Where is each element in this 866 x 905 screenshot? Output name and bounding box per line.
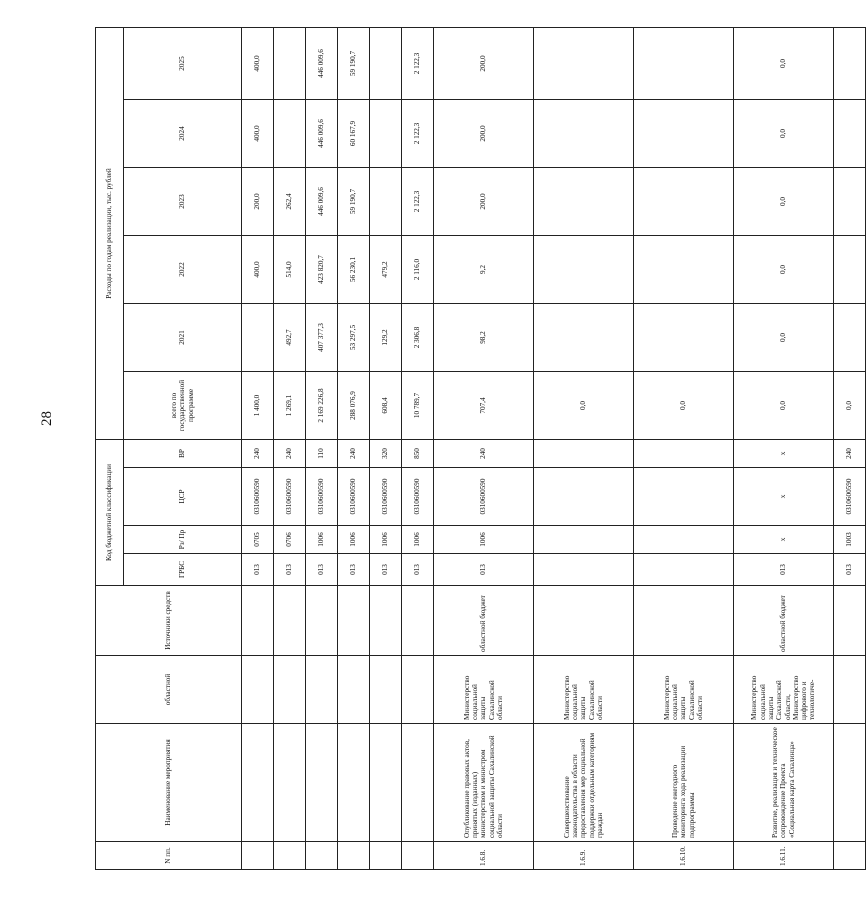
row-rzpr	[634, 526, 734, 554]
table-row	[634, 28, 734, 870]
row-rzpr: 1003	[834, 526, 866, 554]
table-row	[534, 28, 634, 870]
row-name	[274, 724, 306, 842]
row-2023: 59 190,7	[338, 168, 370, 236]
row-name: Совершенствование законодательства в области предоставления мер социальной поддержки отдельным категориям граждан	[534, 724, 634, 842]
row-grbs: 013	[338, 554, 370, 586]
row-name: Опубликование правовых актов, принятых (изданных) министерством и министром социальной защиты Сахалинской области	[434, 724, 534, 842]
row-rzpr: 1006	[434, 526, 534, 554]
row-2022: 514,0	[274, 236, 306, 304]
row-num	[242, 842, 274, 870]
row-grbs: 013	[434, 554, 534, 586]
row-vr	[534, 440, 634, 468]
row-executor	[402, 656, 434, 724]
header-executor: областной	[96, 656, 242, 724]
page-number: 28	[39, 411, 55, 426]
row-2021	[834, 304, 866, 372]
row-executor: Министерство социальной защиты Сахалинской области	[534, 656, 634, 724]
table-row	[370, 28, 402, 870]
row-executor: Министерство социальной защиты Сахалинской области, Министерство цифрового и технологиче-	[734, 656, 834, 724]
row-csr: 0310600590	[338, 468, 370, 526]
row-2021	[242, 304, 274, 372]
row-rzpr: 0706	[274, 526, 306, 554]
row-num	[274, 842, 306, 870]
row-2025: 446 009,6	[306, 28, 338, 100]
row-2021	[634, 304, 734, 372]
row-source	[634, 586, 734, 656]
header-num: N пп.	[96, 842, 242, 870]
table-row	[402, 28, 434, 870]
header-source: Источники средств	[96, 586, 242, 656]
row-executor	[834, 656, 866, 724]
row-total: 0,0	[734, 372, 834, 440]
row-2023	[834, 168, 866, 236]
row-rzpr: 0705	[242, 526, 274, 554]
row-2021: 0,0	[734, 304, 834, 372]
table-row	[274, 28, 306, 870]
row-source	[306, 586, 338, 656]
row-total: 0,0	[834, 372, 866, 440]
row-source	[402, 586, 434, 656]
row-2024: 200,0	[434, 100, 534, 168]
row-grbs: 013	[402, 554, 434, 586]
row-2024: 0,0	[734, 100, 834, 168]
row-2024	[534, 100, 634, 168]
row-2024: 446 009,6	[306, 100, 338, 168]
row-source	[834, 586, 866, 656]
row-2021: 53 297,5	[338, 304, 370, 372]
row-rzpr: 1006	[370, 526, 402, 554]
row-total: 10 789,7	[402, 372, 434, 440]
row-2025: 400,0	[242, 28, 274, 100]
row-total: 608,4	[370, 372, 402, 440]
row-grbs	[634, 554, 734, 586]
row-2023	[634, 168, 734, 236]
table-body	[242, 28, 866, 870]
row-csr: 0310600590	[402, 468, 434, 526]
row-source	[338, 586, 370, 656]
table-row	[306, 28, 338, 870]
budget-table	[95, 27, 866, 870]
row-total: 1 400,0	[242, 372, 274, 440]
table-row	[834, 28, 866, 870]
header-total: всего по государственной программе	[124, 372, 242, 440]
row-2022: 56 230,1	[338, 236, 370, 304]
row-2022: 0,0	[734, 236, 834, 304]
row-csr: x	[734, 468, 834, 526]
row-source	[242, 586, 274, 656]
row-2023: 2 122,3	[402, 168, 434, 236]
header-kbk: Код бюджетной классификации	[96, 440, 124, 586]
row-rzpr: 1006	[306, 526, 338, 554]
row-2022: 479,2	[370, 236, 402, 304]
row-2025	[274, 28, 306, 100]
row-2022: 9,2	[434, 236, 534, 304]
row-total: 0,0	[534, 372, 634, 440]
row-vr: x	[734, 440, 834, 468]
row-2023	[534, 168, 634, 236]
row-num	[306, 842, 338, 870]
row-csr	[534, 468, 634, 526]
row-2022: 2 116,0	[402, 236, 434, 304]
row-grbs: 013	[370, 554, 402, 586]
row-source: областной бюджет	[434, 586, 534, 656]
row-total: 1 269,1	[274, 372, 306, 440]
table-row	[434, 28, 534, 870]
row-vr: 240	[434, 440, 534, 468]
row-rzpr	[534, 526, 634, 554]
row-vr: 240	[274, 440, 306, 468]
row-2025	[534, 28, 634, 100]
row-2022	[534, 236, 634, 304]
header-year-2025: 2025	[124, 28, 242, 100]
row-num: 1.6.9.	[534, 842, 634, 870]
row-num: 1.6.10.	[634, 842, 734, 870]
row-2022	[834, 236, 866, 304]
row-2021: 129,2	[370, 304, 402, 372]
row-csr: 0310600590	[242, 468, 274, 526]
row-2025	[634, 28, 734, 100]
row-grbs	[534, 554, 634, 586]
row-rzpr: x	[734, 526, 834, 554]
row-name	[306, 724, 338, 842]
header-year-2024: 2024	[124, 100, 242, 168]
row-num	[402, 842, 434, 870]
row-2025	[834, 28, 866, 100]
row-vr: 240	[834, 440, 866, 468]
row-2024	[274, 100, 306, 168]
row-vr: 240	[338, 440, 370, 468]
row-executor: Министерство социальной защиты Сахалинской области	[634, 656, 734, 724]
header-name: Наименование мероприятия	[96, 724, 242, 842]
row-vr: 110	[306, 440, 338, 468]
row-grbs: 013	[734, 554, 834, 586]
row-2022: 423 820,7	[306, 236, 338, 304]
row-2021: 2 306,8	[402, 304, 434, 372]
row-executor	[242, 656, 274, 724]
header-rzpr: Рз/ Пр	[124, 526, 242, 554]
row-name	[834, 724, 866, 842]
row-2025: 0,0	[734, 28, 834, 100]
row-2023	[370, 168, 402, 236]
budget-table-sheet	[95, 30, 854, 870]
row-source	[534, 586, 634, 656]
row-executor	[370, 656, 402, 724]
header-expenses: Расходы по годам реализации, тыс. рублей	[96, 28, 124, 440]
row-2021: 98,2	[434, 304, 534, 372]
row-name	[402, 724, 434, 842]
row-executor	[306, 656, 338, 724]
row-name: Проведение ежегодного мониторинга хода реализации подпрограммы	[634, 724, 734, 842]
row-total: 2 169 226,8	[306, 372, 338, 440]
row-2024: 400,0	[242, 100, 274, 168]
row-total: 0,0	[634, 372, 734, 440]
row-2024	[370, 100, 402, 168]
row-2025: 2 122,3	[402, 28, 434, 100]
row-total: 288 076,9	[338, 372, 370, 440]
row-2023: 262,4	[274, 168, 306, 236]
row-rzpr: 1006	[402, 526, 434, 554]
row-name: Развитие, реализация и техническое сопровождение Проекта «Социальная карта Сахалинца»	[734, 724, 834, 842]
header-vr: ВР	[124, 440, 242, 468]
table-row	[338, 28, 370, 870]
row-grbs: 013	[274, 554, 306, 586]
row-source	[370, 586, 402, 656]
row-2021: 407 377,3	[306, 304, 338, 372]
header-grbs: ГРБС	[124, 554, 242, 586]
table-row	[242, 28, 274, 870]
row-rzpr: 1006	[338, 526, 370, 554]
row-name	[242, 724, 274, 842]
row-num: 1.6.8.	[434, 842, 534, 870]
row-num	[338, 842, 370, 870]
row-csr: 0310600590	[306, 468, 338, 526]
row-name	[338, 724, 370, 842]
row-csr: 0310600590	[434, 468, 534, 526]
row-2021	[534, 304, 634, 372]
row-vr: 320	[370, 440, 402, 468]
row-2025: 200,0	[434, 28, 534, 100]
table-row	[734, 28, 834, 870]
row-2024: 60 167,9	[338, 100, 370, 168]
row-name	[370, 724, 402, 842]
row-2023: 0,0	[734, 168, 834, 236]
row-2025: 59 190,7	[338, 28, 370, 100]
row-csr	[634, 468, 734, 526]
row-2024	[634, 100, 734, 168]
row-2021: 492,7	[274, 304, 306, 372]
header-year-2022: 2022	[124, 236, 242, 304]
row-total: 707,4	[434, 372, 534, 440]
row-2024	[834, 100, 866, 168]
header-year-2023: 2023	[124, 168, 242, 236]
row-num: 1.6.11.	[734, 842, 834, 870]
row-vr: 240	[242, 440, 274, 468]
row-executor	[338, 656, 370, 724]
row-executor: Министерство социальной защиты Сахалинской области	[434, 656, 534, 724]
row-csr: 0310600590	[274, 468, 306, 526]
row-grbs: 013	[242, 554, 274, 586]
row-2025	[370, 28, 402, 100]
row-2023: 200,0	[434, 168, 534, 236]
row-2022	[634, 236, 734, 304]
header-csr: ЦСР	[124, 468, 242, 526]
row-num	[834, 842, 866, 870]
row-csr: 0310600590	[370, 468, 402, 526]
row-2023: 200,0	[242, 168, 274, 236]
row-source	[274, 586, 306, 656]
row-source: областной бюджет	[734, 586, 834, 656]
row-grbs: 013	[306, 554, 338, 586]
row-2023: 446 009,6	[306, 168, 338, 236]
row-num	[370, 842, 402, 870]
row-csr: 0310600590	[834, 468, 866, 526]
row-vr	[634, 440, 734, 468]
row-grbs: 013	[834, 554, 866, 586]
row-2022: 400,0	[242, 236, 274, 304]
header-year-2021: 2021	[124, 304, 242, 372]
row-executor	[274, 656, 306, 724]
row-2024: 2 122,3	[402, 100, 434, 168]
row-vr: 850	[402, 440, 434, 468]
